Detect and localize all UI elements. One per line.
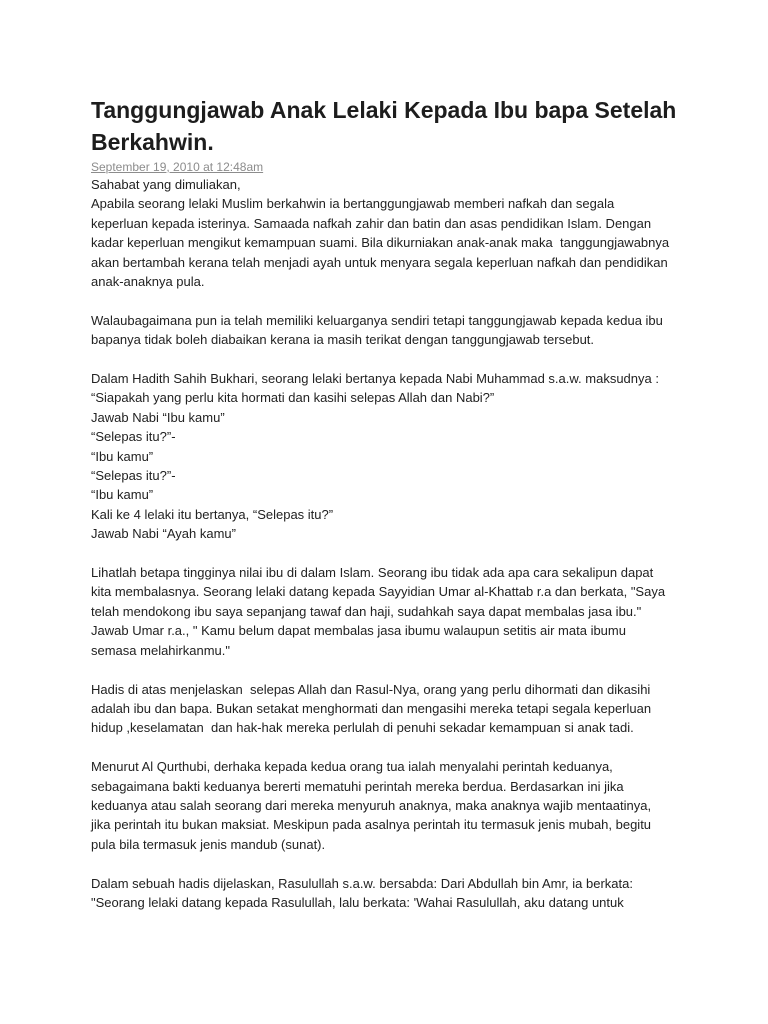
text-line: Jawab Nabi “Ayah kamu” (91, 526, 236, 542)
text-line: keperluan kepada isterinya. Samaada nafkah zahir dan batin dan asas pendidikan Islam. Dengan (91, 215, 652, 231)
text-line: “Ibu kamu” (91, 487, 154, 503)
article-body (91, 175, 691, 912)
text-line: anak-anaknya pula. (91, 274, 205, 290)
text-line: Apabila seorang lelaki Muslim berkahwin ia bertanggungjawab memberi nafkah dan segala (91, 196, 615, 212)
text-line: Hadis di atas menjelaskan selepas Allah dan Rasul-Nya, orang yang perlu dihormati dan dikasihi (91, 681, 651, 697)
text-line: Walaubagaimana pun ia telah memiliki keluarganya sendiri tetapi tanggungjawab kepada kedua ibu (91, 312, 663, 328)
paragraph-gap (91, 291, 691, 310)
text-line: “Siapakah yang perlu kita hormati dan kasihi selepas Allah dan Nabi?” (91, 390, 495, 406)
text-line: “Selepas itu?”- (91, 468, 176, 484)
text-line: pula bila termasuk jenis mandub (sunat). (91, 836, 326, 852)
paragraph-gap (91, 544, 691, 563)
text-line: telah mendokong ibu saya sepanjang tawaf dan haji, sudahkah saya dapat membalas jasa ibu." (91, 603, 642, 619)
text-line: Jawab Umar r.a., " Kamu belum dapat membalas jasa ibumu walaupun setitis air mata ibumu (91, 623, 626, 639)
paragraph-gap (91, 350, 691, 369)
text-line: Menurut Al Qurthubi, derhaka kepada kedua orang tua ialah menyalahi perintah keduanya, (91, 759, 613, 775)
paragraph (91, 311, 691, 350)
paragraph-gap (91, 854, 691, 873)
text-line: bapanya tidak boleh diabaikan kerana ia masih terikat dengan tanggungjawab tersebut. (91, 332, 595, 348)
text-line: Dalam Hadith Sahih Bukhari, seorang lelaki bertanya kepada Nabi Muhammad s.a.w. maksudnya : (91, 371, 659, 387)
text-line: adalah ibu dan bapa. Bukan setakat menghormati dan mengasihi mereka tetapi segala keperluan (91, 700, 652, 716)
text-line: kadar keperluan mengikut kemampuan suami. Bila dikurniakan anak-anak maka tanggungjawabnya (91, 235, 670, 251)
article-title (91, 94, 691, 158)
text-line: semasa melahirkanmu." (91, 642, 231, 658)
text-line: Sahabat yang dimuliakan, (91, 177, 241, 192)
paragraph (91, 175, 691, 291)
text-line: sebagaimana bakti keduanya bererti mematuhi perintah mereka berdua. Berdasarkan ini jika (91, 778, 624, 794)
text-line: “Selepas itu?”- (91, 429, 176, 445)
post-date-link[interactable]: September 19, 2010 at 12:48am (91, 160, 264, 174)
text-line: hidup ,keselamatan dan hak-hak mereka perlulah di penuhi sekadar kemampuan si anak tadi. (91, 720, 634, 736)
text-line: akan bertambah kerana telah menjadi ayah untuk menyara segala keperluan nafkah dan pendidikan (91, 254, 668, 270)
text-line: Lihatlah betapa tingginya nilai ibu di dalam Islam. Seorang ibu tidak ada apa cara sekalipun dapat (91, 565, 654, 581)
article (91, 94, 691, 912)
text-line: kita membalasnya. Seorang lelaki datang kepada Sayyidian Umar al-Khattab r.a dan berkata, "Saya (91, 584, 666, 600)
text-line: “Ibu kamu” (91, 448, 154, 464)
paragraph-gap (91, 660, 691, 679)
paragraph (91, 563, 691, 660)
paragraph (91, 680, 691, 738)
text-line: "Seorang lelaki datang kepada Rasulullah, lalu berkata: 'Wahai Rasulullah, aku datang untuk (91, 894, 624, 910)
paragraph (91, 757, 691, 854)
article-title-line: Tanggungjawab Anak Lelaki Kepada Ibu bapa Setelah (91, 97, 677, 123)
text-line: Jawab Nabi “Ibu kamu” (91, 409, 225, 425)
paragraph (91, 369, 691, 544)
text-line: Dalam sebuah hadis dijelaskan, Rasulullah s.a.w. bersabda: Dari Abdullah bin Amr, ia berkata: (91, 875, 633, 891)
text-line: Kali ke 4 lelaki itu bertanya, “Selepas itu?” (91, 506, 334, 522)
article-title-line: Berkahwin. (91, 129, 214, 155)
text-line: keduanya atau salah seorang dari mereka menyuruh anaknya, maka anaknya wajib mentaatinya, (91, 797, 652, 813)
paragraph-gap (91, 738, 691, 757)
text-line: jika perintah itu bukan maksiat. Meskipun pada asalnya perintah itu termasuk jenis mubah, begitu (91, 817, 652, 833)
paragraph (91, 874, 691, 913)
